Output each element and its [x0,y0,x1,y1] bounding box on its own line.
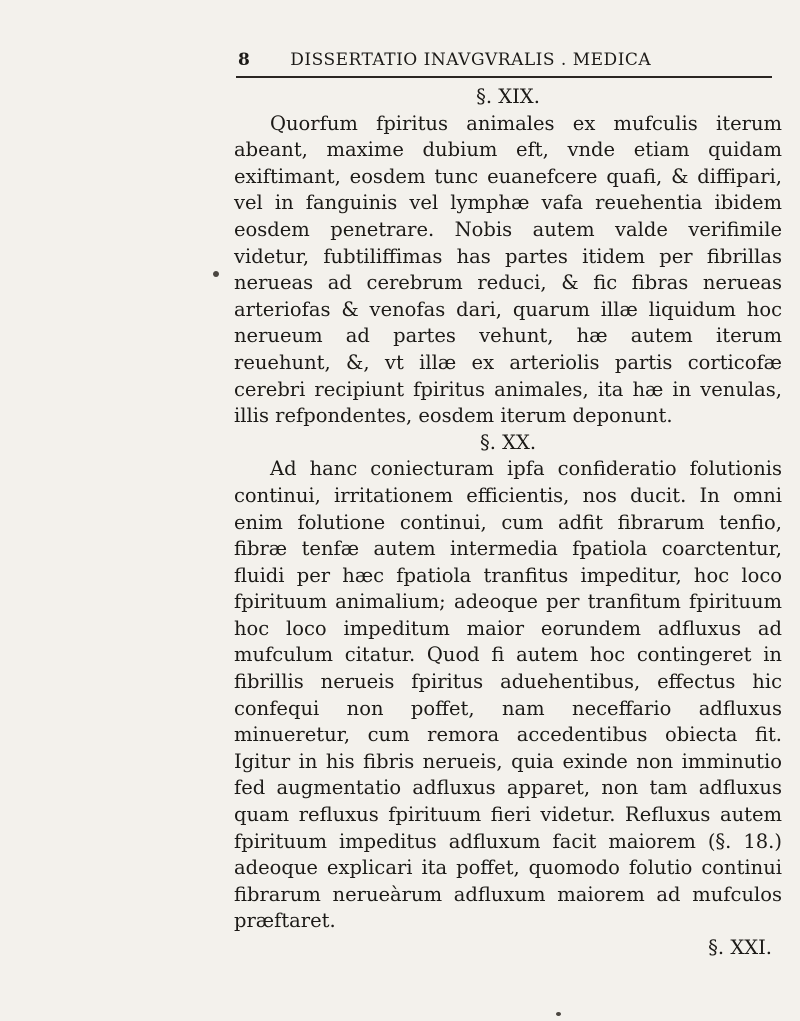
catchword: §. XXI. [708,936,772,959]
body-text [234,84,782,962]
ink-speck [213,271,219,277]
section-heading-xix: §. XIX. [476,85,540,108]
running-title: DISSERTATIO INAVGVRALIS . MEDICA [290,50,652,70]
ink-speck [556,1012,561,1016]
paragraph-xx: Ad hanc coniecturam ipfa confideratio folutionis continui, irritationem efficientis, nos ducit. In omni enim folutione continui, cum adfit fibrarum tenfio, fibræ tenfæ autem intermedia fpatiola coarctentur, fluidi per hæc fpatiola tranfitus impeditur, hoc loco fpirituum animalium; adeoque per tranfitum fpirituum hoc loco impeditum maior eorundem adfluxus ad mufculum citatur. Quod fi autem hoc contingeret in fibrillis nerueis fpiritus aduehentibus, effectus hic confequi non poffet, nam neceffario adfluxus minueretur, cum remora accedentibus obiecta fit. Igitur in his fibris nerueis, quia exinde non imminutio fed augmentatio adfluxus apparet, non tam adfluxus quam refluxus fpirituum fieri videtur. Refluxus autem fpirituum impeditus adfluxum facit maiorem (§. 18.) adeoque explicari ita poffet, quomodo folutio continui fibrarum nerueàrum adfluxum maiorem ad mufculos præftaret. [234,457,782,933]
section-heading-xx: §. XX. [479,430,537,454]
header-rule [236,76,772,78]
page-number: 8 [238,50,251,70]
paragraph-xix: Quorfum fpiritus animales ex mufculis iterum abeant, maxime dubium eft, vnde etiam quidam exiftimant, eosdem tunc euanefcere quafi, & diffipari, vel in fanguinis vel lymphæ vafa reuehentia ibidem eosdem penetrare. Nobis autem valde verifimile videtur, fubtiliffimas has partes itidem per fibrillas nerueas ad cerebrum reduci, & fic fibras nerueas arteriofas & venofas dari, quarum illæ liquidum hoc nerueum ad partes vehunt, hæ autem iterum reuehunt, &, vt illæ ex arteriolis partis corticofæ cerebri recipiunt fpiritus animales, ita hæ in venulas, illis refpondentes, eosdem iterum deponunt. [234,111,782,428]
running-header [238,50,708,70]
